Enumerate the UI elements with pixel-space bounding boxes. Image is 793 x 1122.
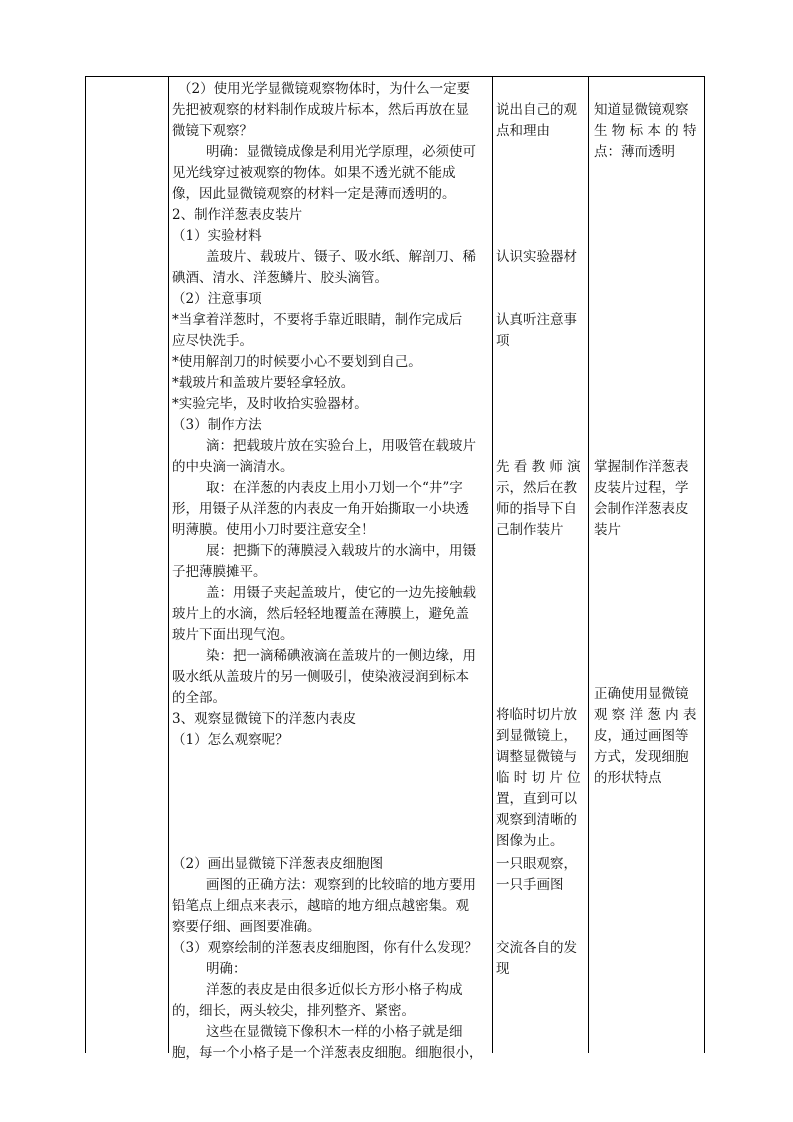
student-activity-line: 项 xyxy=(496,333,510,349)
column-divider-1 xyxy=(168,77,169,1053)
student-activity-line: 交流各自的发 xyxy=(496,940,577,956)
student-activity-line: 点和理由 xyxy=(496,123,550,139)
student-activity-line: 认真听注意事 xyxy=(496,312,577,328)
design-intent-line: 方式，发现细胞 xyxy=(594,749,689,765)
student-activity-line: 师的指导下自 xyxy=(496,501,577,517)
content-line: 盖玻片、载玻片、镊子、吸水纸、解剖刀、稀 xyxy=(206,249,476,265)
student-activity-line: 一只手画图 xyxy=(496,877,564,893)
content-line: 形，用镊子从洋葱的内表皮一角开始撕取一小块透 xyxy=(172,501,469,517)
student-activity-line: 一只眼观察， xyxy=(496,856,577,872)
content-line: 胞，每一个小格子是一个洋葱表皮细胞。细胞很小， xyxy=(172,1045,483,1061)
design-intent-line: 知道显微镜观察 xyxy=(594,102,689,118)
content-line: 这些在显微镜下像积木一样的小格子就是细 xyxy=(206,1024,463,1040)
content-line: 展：把撕下的薄膜浸入载玻片的水滴中，用镊 xyxy=(206,543,476,559)
student-activity-line: 己制作装片 xyxy=(496,522,564,538)
design-intent-line: 生 物 标 本 的 特 xyxy=(594,123,697,139)
content-line: 玻片下面出现气泡。 xyxy=(172,627,294,643)
content-line: （3）观察绘制的洋葱表皮细胞图，你有什么发现？ xyxy=(172,940,478,956)
content-line: （3）制作方法 xyxy=(172,417,262,433)
lesson-table xyxy=(85,76,705,1061)
content-line: 察要仔细、画图要准确。 xyxy=(172,919,321,935)
design-intent-line: 皮装片过程，学 xyxy=(594,480,689,496)
content-line: 2、制作洋葱表皮装片 xyxy=(172,207,303,223)
student-activity-line: 临 时 切 片 位 xyxy=(496,770,581,786)
content-line: 明确：显微镜成像是利用光学原理，必须使可 xyxy=(206,144,476,160)
content-line: 碘酒、清水、洋葱鳞片、胶头滴管。 xyxy=(172,270,388,286)
content-line: 盖：用镊子夹起盖玻片，使它的一边先接触载 xyxy=(206,585,476,601)
student-activity-line: 观察到清晰的 xyxy=(496,812,577,828)
student-activity-line: 现 xyxy=(496,961,510,977)
design-intent-line: 点：薄而透明 xyxy=(594,144,675,160)
content-line: 应尽快洗手。 xyxy=(172,333,253,349)
content-line: 的中央滴一滴清水。 xyxy=(172,459,294,475)
content-line: 吸水纸从盖玻片的另一侧吸引，使染液浸润到标本 xyxy=(172,669,469,685)
content-line: 微镜下观察？ xyxy=(172,123,253,139)
content-line: 像，因此显微镜观察的材料一定是薄而透明的。 xyxy=(172,186,456,202)
design-intent-line: 掌握制作洋葱表 xyxy=(594,459,689,475)
content-line: （2）画出显微镜下洋葱表皮细胞图 xyxy=(172,856,384,872)
student-activity-line: 置，直到可以 xyxy=(496,791,577,807)
design-intent-line: 会制作洋葱表皮 xyxy=(594,501,689,517)
content-line: （1）实验材料 xyxy=(172,228,262,244)
content-line: 画图的正确方法：观察到的比较暗的地方要用 xyxy=(206,877,476,893)
content-line: 洋葱的表皮是由很多近似长方形小格子构成 xyxy=(206,982,463,998)
content-line: 滴：把载玻片放在实验台上，用吸管在载玻片 xyxy=(206,438,476,454)
content-line: *实验完毕，及时收拾实验器材。 xyxy=(172,396,368,412)
content-line: 子把薄膜摊平。 xyxy=(172,564,267,580)
design-intent-line: 观 察 洋 葱 内 表 xyxy=(594,707,697,723)
content-line: 明薄膜。使用小刀时要注意安全！ xyxy=(172,522,375,538)
content-line: 见光线穿过被观察的物体。如果不透光就不能成 xyxy=(172,165,456,181)
column-divider-3 xyxy=(588,77,589,1053)
student-activity-line: 将临时切片放 xyxy=(496,707,577,723)
column-divider-2 xyxy=(492,77,493,1053)
content-line: *使用解剖刀的时候要小心不要划到自己。 xyxy=(172,354,422,370)
student-activity-line: 图像为止。 xyxy=(496,833,564,849)
content-line: 染：把一滴稀碘液滴在盖玻片的一侧边缘，用 xyxy=(206,648,476,664)
student-activity-line: 调整显微镜与 xyxy=(496,749,577,765)
design-intent-line: 装片 xyxy=(594,522,621,538)
content-line: 取：在洋葱的内表皮上用小刀划一个“井”字 xyxy=(206,480,463,496)
student-activity-line: 说出自己的观 xyxy=(496,102,577,118)
content-line: （2）注意事项 xyxy=(172,291,262,307)
student-activity-line: 到显微镜上， xyxy=(496,728,577,744)
design-intent-line: 的形状特点 xyxy=(594,770,662,786)
content-line: 玻片上的水滴，然后轻轻地覆盖在薄膜上，避免盖 xyxy=(172,606,469,622)
content-line: 明确： xyxy=(206,961,247,977)
student-activity-line: 先 看 教 师 演 xyxy=(496,459,581,475)
design-intent-line: 正确使用显微镜 xyxy=(594,686,689,702)
content-line: 先把被观察的材料制作成玻片标本，然后再放在显 xyxy=(172,102,469,118)
student-activity-line: 示，然后在教 xyxy=(496,480,577,496)
content-line: （2）使用光学显微镜观察物体时，为什么一定要 xyxy=(178,81,471,97)
content-line: 3、观察显微镜下的洋葱内表皮 xyxy=(172,711,357,727)
design-intent-line: 皮，通过画图等 xyxy=(594,728,689,744)
content-line: 的全部。 xyxy=(172,690,226,706)
content-line: 的，细长，两头较尖，排列整齐、紧密。 xyxy=(172,1003,415,1019)
content-line: *当拿着洋葱时，不要将手靠近眼睛，制作完成后 xyxy=(172,312,463,328)
content-line: （1）怎么观察呢？ xyxy=(172,732,289,748)
content-line: *载玻片和盖玻片要轻拿轻放。 xyxy=(172,375,355,391)
student-activity-line: 认识实验器材 xyxy=(496,249,577,265)
content-line: 铅笔点上细点来表示，越暗的地方细点越密集。观 xyxy=(172,898,469,914)
